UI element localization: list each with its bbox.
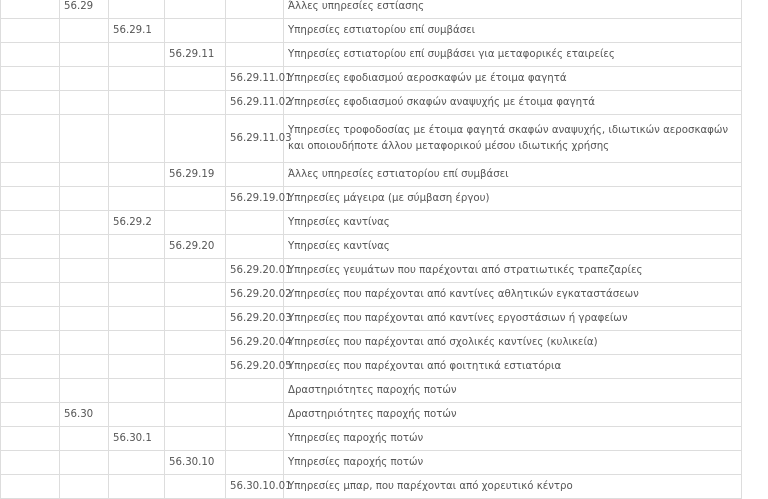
table-row xyxy=(1,235,742,259)
code-level-3 xyxy=(165,19,226,43)
indent-cell xyxy=(1,235,60,259)
code-level-1 xyxy=(60,259,109,283)
code-level-4 xyxy=(226,379,284,403)
description-cell: Υπηρεσίες παροχής ποτών xyxy=(284,427,742,451)
description-cell: Υπηρεσίες μπαρ, που παρέχονται από χορευτικό κέντρο xyxy=(284,475,742,499)
indent-cell xyxy=(1,403,60,427)
description-cell: Υπηρεσίες που παρέχονται από καντίνες αθλητικών εγκαταστάσεων xyxy=(284,283,742,307)
code-level-2 xyxy=(109,355,165,379)
description-cell: Άλλες υπηρεσίες εστιατορίου επί συμβάσει xyxy=(284,163,742,187)
code-level-1 xyxy=(60,283,109,307)
indent-cell xyxy=(1,91,60,115)
description-cell: Υπηρεσίες γευμάτων που παρέχονται από στρατιωτικές τραπεζαρίες xyxy=(284,259,742,283)
code-level-1 xyxy=(60,163,109,187)
code-level-1 xyxy=(60,91,109,115)
code-level-2 xyxy=(109,259,165,283)
code-level-3: 56.30.10 xyxy=(165,451,226,475)
table-row xyxy=(1,211,742,235)
code-level-3 xyxy=(165,403,226,427)
code-level-2 xyxy=(109,91,165,115)
code-level-1 xyxy=(60,451,109,475)
indent-cell xyxy=(1,115,60,163)
code-level-1 xyxy=(60,379,109,403)
code-level-3 xyxy=(165,91,226,115)
code-level-1 xyxy=(60,235,109,259)
code-level-2 xyxy=(109,163,165,187)
code-level-3 xyxy=(165,283,226,307)
indent-cell xyxy=(1,67,60,91)
description-cell: Υπηρεσίες μάγειρα (με σύμβαση έργου) xyxy=(284,187,742,211)
indent-cell xyxy=(1,427,60,451)
code-level-2 xyxy=(109,475,165,499)
code-level-3 xyxy=(165,211,226,235)
description-cell: Υπηρεσίες καντίνας xyxy=(284,211,742,235)
description-cell: Υπηρεσίες που παρέχονται από φοιτητικά εστιατόρια xyxy=(284,355,742,379)
indent-cell xyxy=(1,283,60,307)
code-level-2: 56.29.1 xyxy=(109,19,165,43)
description-cell: Δραστηριότητες παροχής ποτών xyxy=(284,379,742,403)
code-level-2 xyxy=(109,235,165,259)
description-cell: Υπηρεσίες εφοδιασμού σκαφών αναψυχής με έτοιμα φαγητά xyxy=(284,91,742,115)
description-cell: Υπηρεσίες εφοδιασμού αεροσκαφών με έτοιμα φαγητά xyxy=(284,67,742,91)
code-level-1 xyxy=(60,67,109,91)
code-level-4: 56.29.20.03 xyxy=(226,307,284,331)
code-level-4: 56.29.11.03 xyxy=(226,115,284,163)
code-level-4 xyxy=(226,403,284,427)
table-row xyxy=(1,187,742,211)
table-row xyxy=(1,163,742,187)
code-level-3 xyxy=(165,0,226,19)
code-level-1 xyxy=(60,19,109,43)
indent-cell xyxy=(1,355,60,379)
code-level-2 xyxy=(109,451,165,475)
table-row xyxy=(1,355,742,379)
table-row xyxy=(1,43,742,67)
table-row xyxy=(1,475,742,499)
table-row xyxy=(1,259,742,283)
indent-cell xyxy=(1,331,60,355)
code-level-4: 56.29.11.02 xyxy=(226,91,284,115)
code-level-1 xyxy=(60,427,109,451)
code-level-3 xyxy=(165,379,226,403)
code-level-2 xyxy=(109,379,165,403)
code-level-1 xyxy=(60,331,109,355)
code-level-1: 56.30 xyxy=(60,403,109,427)
indent-cell xyxy=(1,43,60,67)
code-level-1: 56.29 xyxy=(60,0,109,19)
indent-cell xyxy=(1,379,60,403)
table-row xyxy=(1,451,742,475)
code-level-3: 56.29.20 xyxy=(165,235,226,259)
code-level-4 xyxy=(226,19,284,43)
table-row xyxy=(1,19,742,43)
code-level-4 xyxy=(226,43,284,67)
code-level-4: 56.29.19.01 xyxy=(226,187,284,211)
indent-cell xyxy=(1,475,60,499)
code-level-4: 56.29.20.01 xyxy=(226,259,284,283)
code-level-2 xyxy=(109,307,165,331)
code-level-2 xyxy=(109,67,165,91)
table-row xyxy=(1,91,742,115)
code-level-3 xyxy=(165,307,226,331)
code-level-3 xyxy=(165,427,226,451)
description-cell: Δραστηριότητες παροχής ποτών xyxy=(284,403,742,427)
code-level-2 xyxy=(109,115,165,163)
description-cell: Υπηρεσίες που παρέχονται από σχολικές καντίνες (κυλικεία) xyxy=(284,331,742,355)
code-level-1 xyxy=(60,187,109,211)
code-level-2: 56.30.1 xyxy=(109,427,165,451)
code-level-4 xyxy=(226,211,284,235)
code-level-3 xyxy=(165,259,226,283)
code-level-3: 56.29.11 xyxy=(165,43,226,67)
table-row xyxy=(1,0,742,19)
description-cell: Υπηρεσίες τροφοδοσίας με έτοιμα φαγητά σκαφών αναψυχής, ιδιωτικών αεροσκαφών και οποιουδήποτε άλλου μεταφορικού μέσου ιδιωτικής χρήσης xyxy=(284,115,742,163)
indent-cell xyxy=(1,211,60,235)
code-level-4 xyxy=(226,235,284,259)
code-level-1 xyxy=(60,211,109,235)
code-level-2 xyxy=(109,331,165,355)
code-level-3 xyxy=(165,331,226,355)
code-level-3 xyxy=(165,115,226,163)
table-row xyxy=(1,331,742,355)
description-cell: Υπηρεσίες εστιατορίου επί συμβάσει για μεταφορικές εταιρείες xyxy=(284,43,742,67)
code-level-3: 56.29.19 xyxy=(165,163,226,187)
code-level-1 xyxy=(60,355,109,379)
description-cell: Υπηρεσίες παροχής ποτών xyxy=(284,451,742,475)
description-cell: Υπηρεσίες καντίνας xyxy=(284,235,742,259)
code-level-1 xyxy=(60,43,109,67)
code-level-2 xyxy=(109,187,165,211)
indent-cell xyxy=(1,259,60,283)
indent-cell xyxy=(1,19,60,43)
code-level-3 xyxy=(165,355,226,379)
indent-cell xyxy=(1,163,60,187)
code-level-4: 56.29.11.01 xyxy=(226,67,284,91)
code-level-1 xyxy=(60,475,109,499)
code-level-2 xyxy=(109,43,165,67)
indent-cell xyxy=(1,187,60,211)
description-cell: Υπηρεσίες που παρέχονται από καντίνες εργοστάσιων ή γραφείων xyxy=(284,307,742,331)
table-row xyxy=(1,115,742,163)
code-level-1 xyxy=(60,115,109,163)
code-level-4 xyxy=(226,163,284,187)
table-row xyxy=(1,403,742,427)
indent-cell xyxy=(1,451,60,475)
code-level-2: 56.29.2 xyxy=(109,211,165,235)
code-level-4: 56.30.10.01 xyxy=(226,475,284,499)
code-level-3 xyxy=(165,187,226,211)
indent-cell xyxy=(1,307,60,331)
indent-cell xyxy=(1,0,60,19)
code-level-2 xyxy=(109,0,165,19)
code-level-4 xyxy=(226,451,284,475)
kad-codes-table-body xyxy=(1,0,742,499)
code-level-4 xyxy=(226,0,284,19)
description-cell: Άλλες υπηρεσίες εστίασης xyxy=(284,0,742,19)
code-level-2 xyxy=(109,403,165,427)
table-row xyxy=(1,379,742,403)
code-level-3 xyxy=(165,67,226,91)
code-level-4: 56.29.20.05 xyxy=(226,355,284,379)
code-level-4: 56.29.20.04 xyxy=(226,331,284,355)
code-level-4 xyxy=(226,427,284,451)
table-row xyxy=(1,67,742,91)
table-row xyxy=(1,307,742,331)
code-level-3 xyxy=(165,475,226,499)
table-row xyxy=(1,427,742,451)
code-level-1 xyxy=(60,307,109,331)
code-level-4: 56.29.20.02 xyxy=(226,283,284,307)
description-cell: Υπηρεσίες εστιατορίου επί συμβάσει xyxy=(284,19,742,43)
code-level-2 xyxy=(109,283,165,307)
table-row xyxy=(1,283,742,307)
